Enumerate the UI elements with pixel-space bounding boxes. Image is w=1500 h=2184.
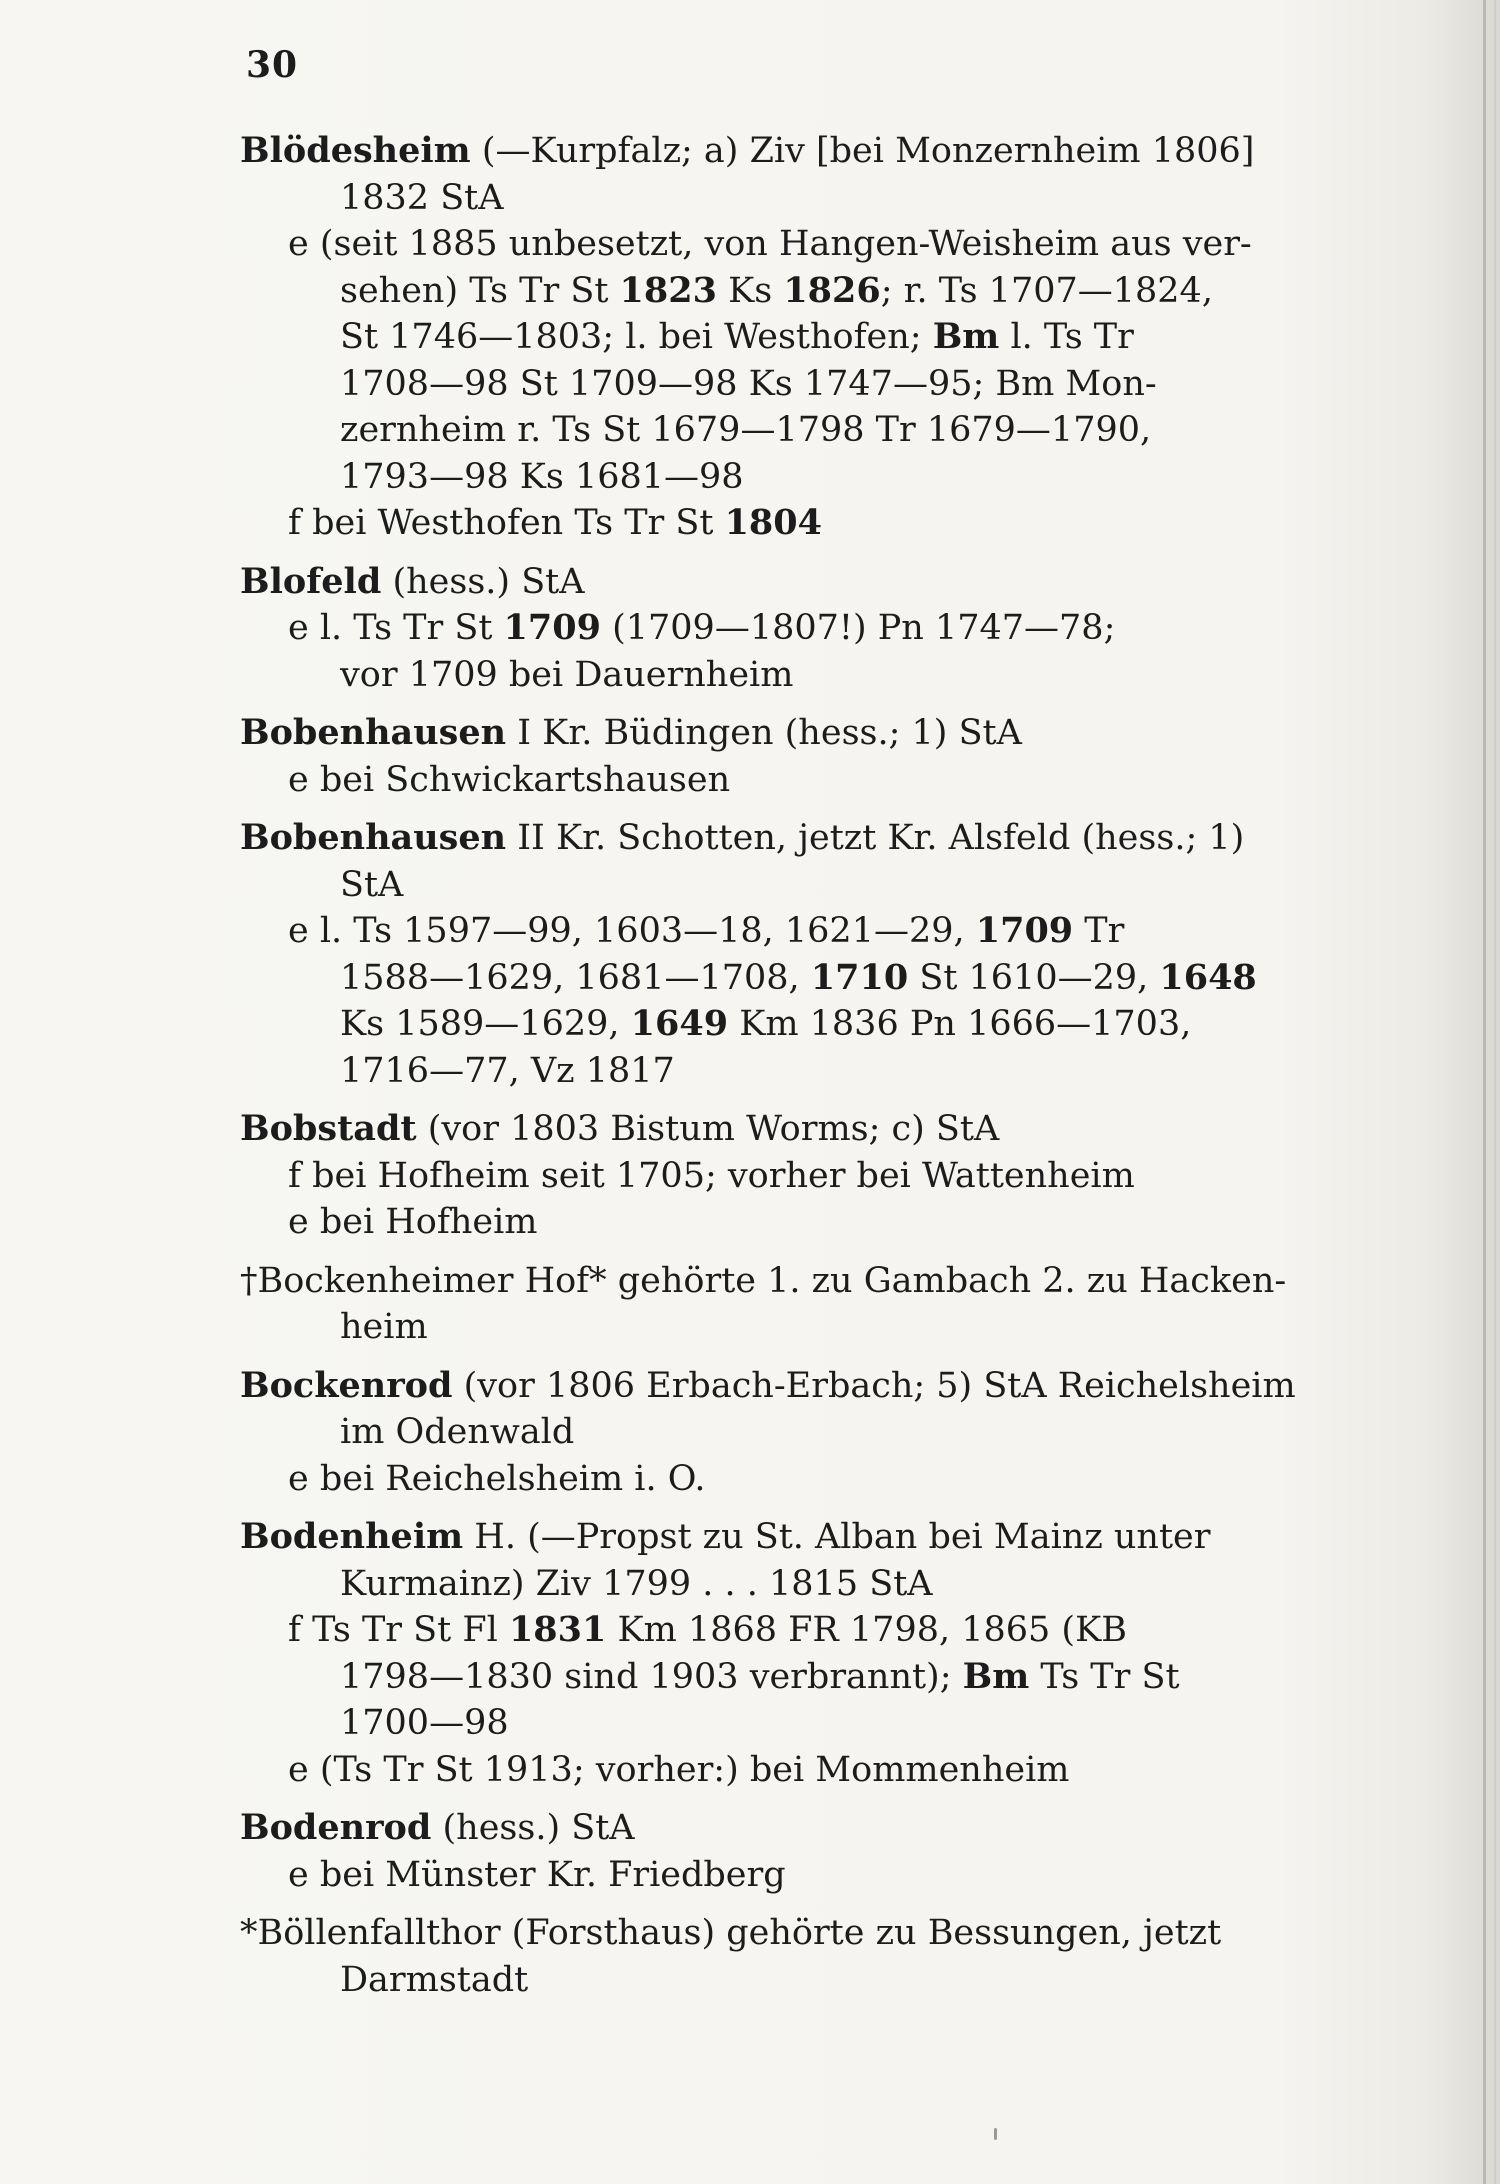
entry-text: Km 1868 FR 1798, 1865 (KB — [606, 1610, 1127, 1650]
entry-line — [240, 1514, 1320, 1561]
entry-line — [240, 1048, 1320, 1095]
entry-text: sehen) Ts Tr St — [340, 270, 620, 311]
bold-year: 1831 — [508, 1609, 607, 1650]
entry-line — [240, 908, 1320, 955]
entry-line — [240, 454, 1320, 501]
entry-text: Ts Tr St — [1029, 1656, 1180, 1697]
entry-text: 1708—98 St 1709—98 Ks 1747—95; Bm Mon- — [340, 363, 1157, 404]
entry-text: e bei Münster Kr. Friedberg — [288, 1854, 786, 1895]
entry-text: I Kr. Büdingen (hess.; 1) StA — [506, 713, 1022, 753]
entry-text: e (Ts Tr St 1913; vorher:) bei Mommenheim — [288, 1749, 1070, 1790]
bold-year: 1649 — [630, 1003, 729, 1044]
entry-text: St 1610—29, — [908, 957, 1160, 998]
gazetteer-entry — [240, 1805, 1320, 1898]
entry-text: †Bockenheimer Hof* gehörte 1. zu Gambach 2. zu Hacken- — [240, 1260, 1287, 1301]
entry-line — [240, 1852, 1320, 1899]
entry-text: H. (—Propst zu St. Alban bei Mainz unter — [463, 1517, 1211, 1557]
entry-text: St 1746—1803; l. bei Westhofen; — [340, 317, 933, 357]
page-edge — [1494, 0, 1496, 2184]
entry-line — [240, 1304, 1320, 1351]
entry-text: 1700—98 — [340, 1703, 509, 1743]
entry-text: Kurmainz) Ziv 1799 . . . 1815 StA — [340, 1563, 933, 1604]
bold-year: 1823 — [619, 269, 717, 311]
entry-line — [240, 175, 1320, 222]
gazetteer-entry — [240, 128, 1320, 547]
gazetteer-entry — [240, 1514, 1320, 1793]
bold-year: Bm — [962, 1655, 1030, 1697]
entry-line — [240, 1153, 1320, 1200]
entry-line — [240, 1910, 1320, 1957]
place-name: Blofeld — [240, 560, 382, 602]
entry-line — [240, 815, 1320, 862]
entry-text: (vor 1803 Bistum Worms; c) StA — [416, 1109, 1000, 1149]
entry-line — [240, 710, 1320, 757]
entry-line — [240, 314, 1320, 361]
entry-text: e bei Reichelsheim i. O. — [288, 1458, 706, 1499]
bold-year: 1826 — [783, 269, 881, 311]
entry-line — [240, 1805, 1320, 1852]
place-name: Bobenhausen — [240, 817, 507, 858]
entry-text: e (seit 1885 unbesetzt, von Hangen-Weisheim aus ver- — [288, 224, 1252, 264]
entry-text: 1716—77, Vz 1817 — [340, 1050, 675, 1091]
ink-speck — [994, 2128, 997, 2140]
entry-line — [240, 757, 1320, 804]
bold-year: 1709 — [503, 607, 601, 648]
gazetteer-entry — [240, 710, 1320, 803]
place-name: Blödesheim — [240, 130, 471, 171]
entry-text: f bei Hofheim seit 1705; vorher bei Wattenheim — [288, 1155, 1135, 1196]
entry-line — [240, 221, 1320, 268]
entry-text: (vor 1806 Erbach-Erbach; 5) StA Reichelsheim — [452, 1365, 1296, 1406]
entry-text: Km 1836 Pn 1666—1703, — [728, 1004, 1192, 1044]
entry-text: 1832 StA — [340, 177, 504, 218]
entry-line — [240, 559, 1320, 606]
entry-text: (—Kurpfalz; a) Ziv [bei Monzernheim 1806] — [470, 131, 1255, 171]
entry-line — [240, 500, 1320, 547]
entry-text: II Kr. Schotten, jetzt Kr. Alsfeld (hess.; 1) — [506, 818, 1245, 858]
entry-text: Tr — [1073, 911, 1125, 951]
entry-line — [240, 652, 1320, 699]
entry-line — [240, 268, 1320, 315]
entry-line — [240, 605, 1320, 652]
bold-year: 1648 — [1159, 956, 1257, 998]
place-name: Bobstadt — [240, 1108, 417, 1149]
entry-text: 1793—98 Ks 1681—98 — [340, 456, 744, 497]
entry-line — [240, 361, 1320, 408]
entry-text: f Ts Tr St Fl — [288, 1610, 509, 1650]
entry-text: 1588—1629, 1681—1708, — [340, 957, 811, 998]
place-name: Bobenhausen — [240, 712, 507, 753]
bold-year: 1710 — [810, 956, 909, 998]
entry-text: Ks 1589—1629, — [340, 1004, 631, 1044]
entry-line — [240, 1654, 1320, 1701]
gazetteer-entry — [240, 1363, 1320, 1503]
entry-text: (hess.) StA — [381, 561, 585, 602]
bold-year: Bm — [932, 316, 1000, 357]
place-name: Bockenrod — [240, 1364, 453, 1406]
entry-line — [240, 862, 1320, 909]
entry-text: im Odenwald — [340, 1412, 575, 1452]
entry-text: 1798—1830 sind 1903 verbrannt); — [340, 1656, 963, 1697]
entry-line — [240, 1106, 1320, 1153]
entry-line — [240, 1363, 1320, 1410]
entry-line — [240, 1561, 1320, 1608]
gazetteer-entry — [240, 1106, 1320, 1246]
entry-text: e l. Ts Tr St — [288, 608, 504, 648]
entry-text: Darmstadt — [340, 1959, 529, 2000]
bold-year: 1804 — [724, 502, 822, 543]
entry-line — [240, 1456, 1320, 1503]
entry-line — [240, 955, 1320, 1002]
entry-line — [240, 1957, 1320, 2004]
entry-text: (1709—1807!) Pn 1747—78; — [600, 608, 1116, 648]
gazetteer-entries — [240, 128, 1320, 2015]
entry-line — [240, 1199, 1320, 1246]
entry-text: StA — [340, 864, 404, 905]
entry-text: heim — [340, 1307, 428, 1347]
entry-line — [240, 128, 1320, 175]
entry-text: Ks — [716, 270, 784, 311]
entry-line — [240, 1258, 1320, 1305]
gazetteer-entry — [240, 559, 1320, 699]
bold-year: 1709 — [975, 910, 1074, 951]
place-name: Bodenrod — [240, 1807, 432, 1848]
page-spine-shadow — [1483, 0, 1486, 2184]
entry-line — [240, 1747, 1320, 1794]
place-name: Bodenheim — [240, 1516, 464, 1557]
entry-text: ; r. Ts 1707—1824, — [880, 270, 1213, 311]
entry-text: (hess.) StA — [431, 1808, 635, 1848]
entry-text: f bei Westhofen Ts Tr St — [288, 503, 725, 543]
gazetteer-entry — [240, 815, 1320, 1094]
entry-line — [240, 1700, 1320, 1747]
entry-text: e bei Schwickartshausen — [288, 759, 731, 800]
entry-text: *Böllenfallthor (Forsthaus) gehörte zu Bessungen, jetzt — [240, 1913, 1222, 1953]
gazetteer-entry — [240, 1910, 1320, 2003]
entry-line — [240, 1409, 1320, 1456]
entry-text: l. Ts Tr — [999, 317, 1134, 357]
entry-line — [240, 1001, 1320, 1048]
entry-text: e bei Hofheim — [288, 1202, 538, 1242]
entry-line — [240, 407, 1320, 454]
entry-text: vor 1709 bei Dauernheim — [340, 654, 794, 695]
gazetteer-entry — [240, 1258, 1320, 1351]
entry-text: e l. Ts 1597—99, 1603—18, 1621—29, — [288, 911, 976, 951]
page-number: 30 — [246, 44, 299, 86]
entry-line — [240, 1607, 1320, 1654]
entry-text: zernheim r. Ts St 1679—1798 Tr 1679—1790, — [340, 410, 1152, 450]
